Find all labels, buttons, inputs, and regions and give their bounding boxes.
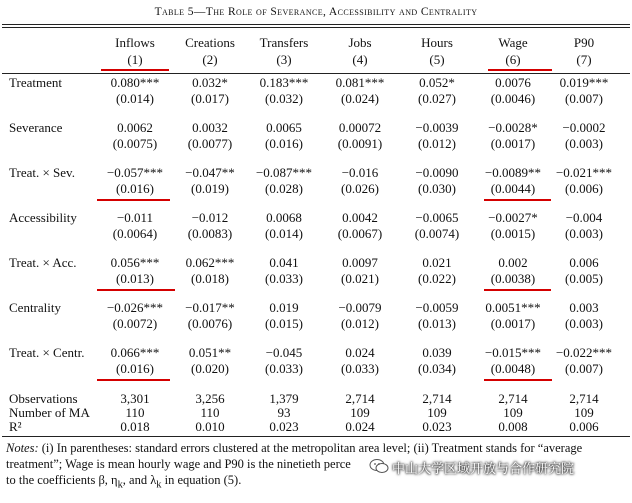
coefficient-cell: −0.047**	[185, 165, 235, 180]
coefficient-cell: 0.0097	[342, 255, 378, 270]
column-header: Transfers	[259, 35, 309, 50]
std-error-cell: (0.034)	[418, 361, 456, 376]
coefficient-cell: −0.022***	[555, 345, 613, 360]
top-rule	[2, 24, 630, 25]
std-error-cell: (0.014)	[116, 91, 154, 106]
std-error-cell: (0.012)	[418, 136, 456, 151]
std-error-cell: (0.015)	[265, 316, 303, 331]
coefficient-cell: −0.012	[191, 210, 229, 225]
wechat-icon	[369, 458, 389, 474]
stat-cell: 2,714	[345, 391, 375, 406]
coefficient-cell: −0.0059	[415, 300, 459, 315]
coefficient-cell: 0.183***	[259, 75, 309, 90]
stat-cell: 0.023	[422, 419, 452, 434]
coefficient-cell: 0.056***	[110, 255, 160, 270]
coefficient-cell: 0.0062	[117, 120, 153, 135]
column-header: Hours	[421, 35, 453, 50]
coefficient-cell: 0.003	[569, 300, 599, 315]
notes-line-3: to the coefficients β, $\eta_k$, and $\lambda_k$ in equation (5).	[6, 473, 242, 491]
coefficient-cell: −0.0079	[338, 300, 382, 315]
stat-cell: 0.010	[195, 419, 225, 434]
std-error-cell: (0.003)	[565, 136, 603, 151]
coefficient-cell: −0.016	[341, 165, 379, 180]
coefficient-cell: 0.0032	[192, 120, 228, 135]
coefficient-cell: 0.051**	[188, 345, 232, 360]
stat-cell: 2,714	[569, 391, 599, 406]
coefficient-cell: −0.045	[265, 345, 303, 360]
row-label: Accessibility	[9, 210, 77, 225]
std-error-cell: (0.028)	[265, 181, 303, 196]
std-error-cell: (0.003)	[565, 316, 603, 331]
stat-cell: 109	[503, 405, 523, 420]
std-error-cell: (0.032)	[265, 91, 303, 106]
coefficient-cell: 0.039	[422, 345, 452, 360]
red-underline	[484, 199, 551, 201]
std-error-cell: (0.013)	[116, 271, 154, 286]
std-error-cell: (0.0074)	[414, 226, 460, 241]
stat-cell: 0.023	[269, 419, 299, 434]
coefficient-cell: 0.062***	[185, 255, 235, 270]
coefficient-cell: −0.0065	[415, 210, 459, 225]
coefficient-cell: 0.0065	[266, 120, 302, 135]
std-error-cell: (0.016)	[116, 181, 154, 196]
std-error-cell: (0.0044)	[490, 181, 536, 196]
column-number: (2)	[202, 52, 218, 67]
std-error-cell: (0.0046)	[490, 91, 536, 106]
stat-cell: 0.024	[345, 419, 375, 434]
std-error-cell: (0.014)	[265, 226, 303, 241]
column-number: (3)	[276, 52, 292, 67]
std-error-cell: (0.0017)	[490, 316, 536, 331]
coefficient-cell: −0.021***	[555, 165, 613, 180]
coefficient-cell: −0.026***	[106, 300, 164, 315]
coefficient-cell: 0.00072	[338, 120, 382, 135]
bottom-rule	[2, 436, 630, 437]
coefficient-cell: −0.0090	[415, 165, 459, 180]
std-error-cell: (0.006)	[565, 181, 603, 196]
coefficient-cell: −0.0039	[415, 120, 459, 135]
std-error-cell: (0.033)	[265, 271, 303, 286]
std-error-cell: (0.0067)	[337, 226, 383, 241]
coefficient-cell: 0.021	[422, 255, 452, 270]
std-error-cell: (0.030)	[418, 181, 456, 196]
coefficient-cell: 0.032*	[192, 75, 228, 90]
std-error-cell: (0.0064)	[112, 226, 158, 241]
std-error-cell: (0.0015)	[490, 226, 536, 241]
std-error-cell: (0.016)	[116, 361, 154, 376]
coefficient-cell: −0.004	[565, 210, 603, 225]
coefficient-cell: 0.080***	[110, 75, 160, 90]
std-error-cell: (0.019)	[191, 181, 229, 196]
stat-cell: 109	[350, 405, 370, 420]
column-number: (5)	[429, 52, 445, 67]
std-error-cell: (0.026)	[341, 181, 379, 196]
std-error-cell: (0.018)	[191, 271, 229, 286]
coefficient-cell: −0.011	[116, 210, 154, 225]
stat-label: Number of MA	[9, 405, 90, 420]
stat-cell: 110	[125, 405, 145, 420]
stat-cell: 0.018	[120, 419, 150, 434]
std-error-cell: (0.033)	[265, 361, 303, 376]
red-underline	[488, 69, 552, 71]
coefficient-cell: −0.017**	[185, 300, 235, 315]
red-underline	[97, 199, 170, 201]
row-label: Treat. × Acc.	[9, 255, 77, 270]
stat-cell: 3,256	[195, 391, 225, 406]
std-error-cell: (0.021)	[341, 271, 379, 286]
stat-label: R²	[9, 419, 22, 434]
std-error-cell: (0.005)	[565, 271, 603, 286]
row-label: Treat. × Centr.	[9, 345, 85, 360]
row-label: Treatment	[9, 75, 62, 90]
coefficient-cell: −0.0027*	[488, 210, 538, 225]
column-header: P90	[573, 35, 595, 50]
row-label: Treat. × Sev.	[9, 165, 75, 180]
column-number: (4)	[352, 52, 368, 67]
stat-cell: 109	[574, 405, 594, 420]
coefficient-cell: −0.087***	[255, 165, 313, 180]
coefficient-cell: 0.081***	[335, 75, 385, 90]
notes-lead: Notes:	[6, 441, 39, 455]
std-error-cell: (0.007)	[565, 91, 603, 106]
std-error-cell: (0.0038)	[490, 271, 536, 286]
red-underline	[484, 379, 552, 381]
table-title: Table 5—The Role of Severance, Accessibility and Centrality	[154, 6, 478, 18]
std-error-cell: (0.0075)	[112, 136, 158, 151]
column-number: (7)	[576, 52, 592, 67]
coefficient-cell: 0.019***	[559, 75, 609, 90]
column-number: (6)	[505, 52, 521, 67]
coefficient-cell: 0.0051***	[485, 300, 541, 315]
std-error-cell: (0.0072)	[112, 316, 158, 331]
std-error-cell: (0.017)	[191, 91, 229, 106]
coefficient-cell: 0.024	[345, 345, 375, 360]
coefficient-cell: 0.0042	[342, 210, 378, 225]
std-error-cell: (0.012)	[341, 316, 379, 331]
column-header: Creations	[185, 35, 235, 50]
column-number: (1)	[127, 52, 143, 67]
red-underline	[484, 289, 551, 291]
stat-cell: 2,714	[498, 391, 528, 406]
coefficient-cell: 0.002	[498, 255, 528, 270]
column-header: Inflows	[115, 35, 155, 50]
red-underline	[101, 69, 169, 71]
coefficient-cell: 0.0076	[495, 75, 531, 90]
std-error-cell: (0.027)	[418, 91, 456, 106]
stat-label: Observations	[9, 391, 78, 406]
std-error-cell: (0.0076)	[187, 316, 233, 331]
watermark-text: 中山大学区域开放与合作研究院	[392, 462, 575, 477]
std-error-cell: (0.003)	[565, 226, 603, 241]
std-error-cell: (0.0083)	[187, 226, 233, 241]
std-error-cell: (0.022)	[418, 271, 456, 286]
top-rule-double	[2, 27, 630, 28]
notes-line-1: (i) In parentheses: standard errors clustered at the metropolitan area level; (ii) Treatment stands for “average	[38, 441, 583, 455]
std-error-cell: (0.016)	[265, 136, 303, 151]
coefficient-cell: −0.0089**	[484, 165, 542, 180]
coefficient-cell: 0.019	[269, 300, 299, 315]
column-header: Jobs	[348, 35, 372, 50]
stat-cell: 1,379	[269, 391, 299, 406]
stat-cell: 0.008	[498, 419, 528, 434]
coefficient-cell: 0.006	[569, 255, 599, 270]
stat-cell: 109	[427, 405, 447, 420]
notes-line-2: treatment”; Wage is mean hourly wage and P90 is the ninetieth perce	[6, 457, 351, 471]
red-underline	[97, 379, 170, 381]
std-error-cell: (0.020)	[191, 361, 229, 376]
std-error-cell: (0.0017)	[490, 136, 536, 151]
row-label: Severance	[9, 120, 63, 135]
coefficient-cell: 0.041	[269, 255, 299, 270]
coefficient-cell: 0.052*	[419, 75, 455, 90]
coefficient-cell: 0.066***	[110, 345, 160, 360]
stat-cell: 0.006	[569, 419, 599, 434]
std-error-cell: (0.013)	[418, 316, 456, 331]
column-header: Wage	[498, 35, 528, 50]
stat-cell: 93	[277, 405, 291, 420]
std-error-cell: (0.024)	[341, 91, 379, 106]
coefficient-cell: −0.015***	[484, 345, 542, 360]
header-rule	[2, 73, 630, 74]
std-error-cell: (0.0077)	[187, 136, 233, 151]
coefficient-cell: −0.057***	[106, 165, 164, 180]
stat-cell: 110	[200, 405, 220, 420]
coefficient-cell: 0.0068	[266, 210, 302, 225]
coefficient-cell: −0.0002	[562, 120, 606, 135]
stat-cell: 2,714	[422, 391, 452, 406]
row-label: Centrality	[9, 300, 61, 315]
std-error-cell: (0.0091)	[337, 136, 383, 151]
red-underline	[97, 289, 175, 291]
std-error-cell: (0.007)	[565, 361, 603, 376]
std-error-cell: (0.033)	[341, 361, 379, 376]
std-error-cell: (0.0048)	[490, 361, 536, 376]
coefficient-cell: −0.0028*	[488, 120, 538, 135]
stat-cell: 3,301	[120, 391, 150, 406]
